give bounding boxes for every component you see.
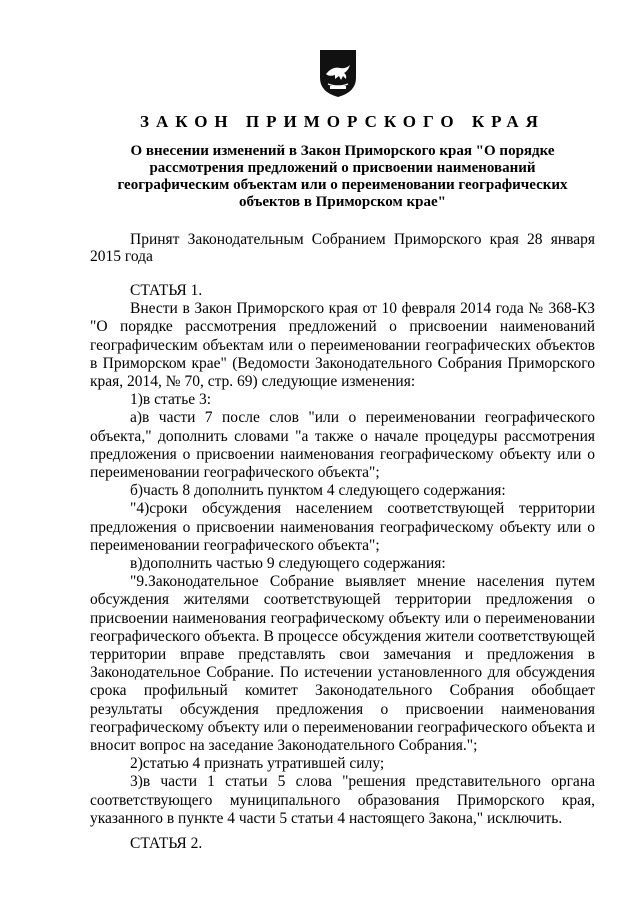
article-1-paragraph: "9.Законодательное Собрание выявляет мнение населения путем обсуждения жителями соответствующей территории предложения о присвоении наименования географическому объекту или о переименовании географического объекта. В процессе обсуждения жители соответствующей территории вправе представлять свои замечания и предложения в Законодательное Собрание. По истечении установленного для обсуждения срока профильный комитет Законодательного Собрания обобщает результаты обсуждения предложения о присвоении наименования географическому объекту или о переименовании географического объекта и вносит вопрос на заседание Законодательного Собрания."; bbox=[90, 573, 595, 755]
article-1-paragraph: б)часть 8 дополнить пунктом 4 следующего содержания: bbox=[130, 482, 506, 500]
adoption-note: Принят Законодательным Собранием Приморского края 28 января 2015 года bbox=[90, 231, 595, 265]
article-1-heading: СТАТЬЯ 1. bbox=[130, 282, 203, 299]
article-1 bbox=[90, 282, 595, 828]
article-1-paragraph: Внести в Закон Приморского края от 10 февраля 2014 года № 368-КЗ "О порядке рассмотрения предложений о присвоении наименований географическим объектам или о переименовании географических объектов в Приморском крае" (Ведомости Законодательного Собрания Приморского края, 2014, № 70, стр. 69) следующие изменения: bbox=[90, 300, 595, 391]
article-1-paragraph: "4)сроки обсуждения населением соответствующей территории предложения о присвоении наименования географическому объекту или о переименовании географического объекта"; bbox=[90, 500, 595, 554]
article-1-paragraph: 2)статью 4 признать утратившей силу; bbox=[130, 755, 385, 773]
article-2-heading: СТАТЬЯ 2. bbox=[130, 835, 203, 852]
article-1-paragraph: а)в части 7 после слов "или о переименовании географического объекта," дополнить словами "а также о начале процедуры рассмотрения предложения о присвоении наименования географическому объекту или о переименовании географического объекта"; bbox=[90, 409, 595, 482]
law-subtitle: О внесении изменений в Закон Приморского края "О порядке рассмотрения предложений о присвоении наименований географическим объектам или о переименовании географических объектов в Приморском крае" bbox=[117, 143, 568, 210]
article-1-paragraph: 3)в части 1 статьи 5 слова "решения представительного органа соответствующего муниципального образования Приморского края, указанного в пункте 4 части 5 статьи 4 настоящего Закона," исключить. bbox=[90, 773, 595, 827]
article-1-paragraph: 1)в статье 3: bbox=[130, 391, 212, 409]
coat-of-arms-icon bbox=[318, 48, 358, 98]
article-1-paragraph: в)дополнить частью 9 следующего содержания: bbox=[130, 555, 446, 573]
law-title: ЗАКОН ПРИМОРСКОГО КРАЯ bbox=[140, 112, 545, 131]
